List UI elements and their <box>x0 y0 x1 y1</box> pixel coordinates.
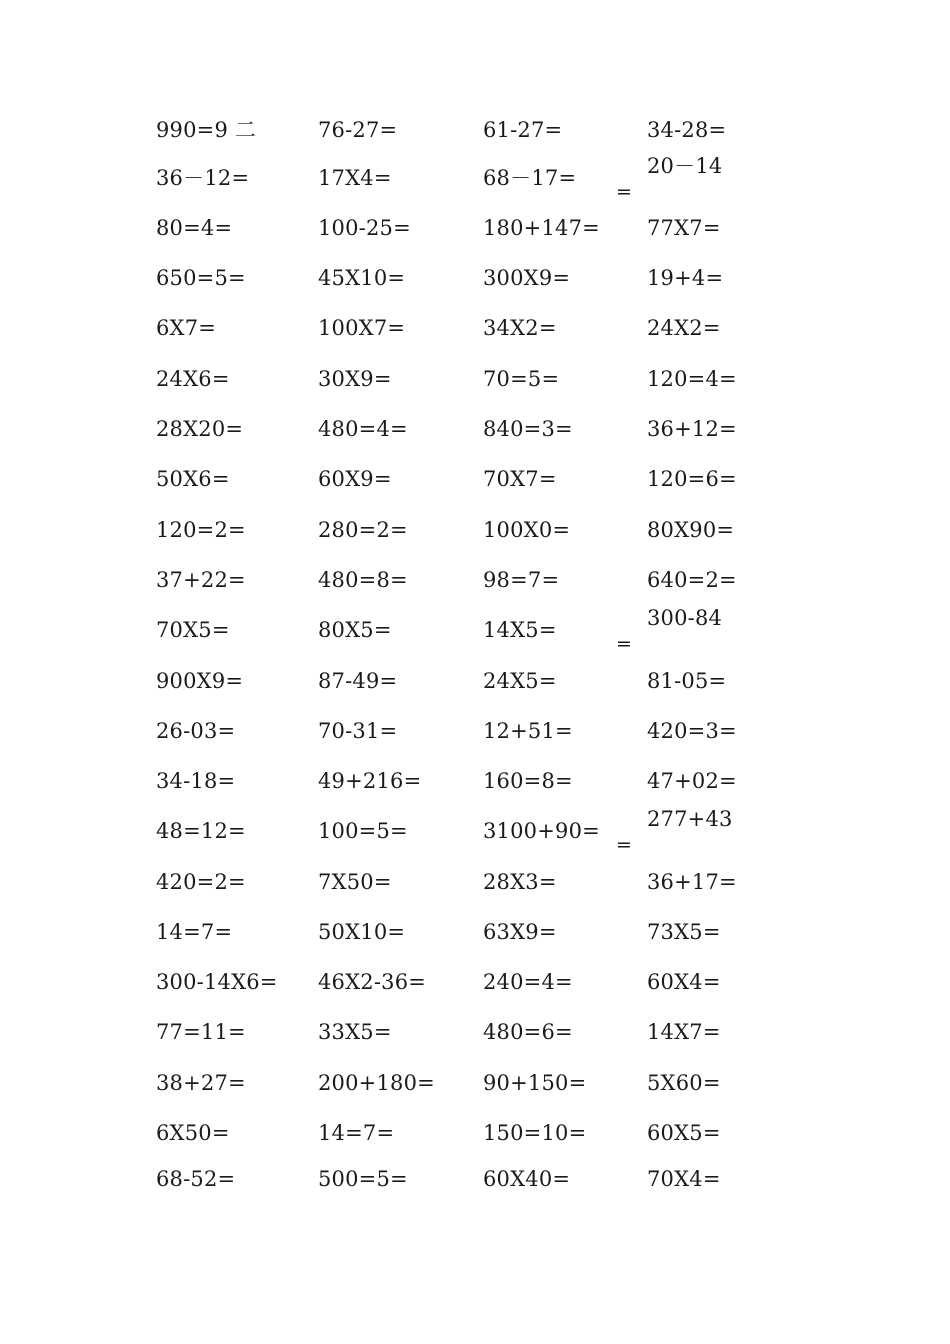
problem-r18-c4: 60X4= <box>647 970 721 994</box>
problem-r9-c1: 120=2= <box>156 518 246 542</box>
wrapped-equals-sign: = <box>616 633 632 655</box>
problem-r10-c1: 37+22= <box>156 568 246 592</box>
problem-r21-c4: 60X5= <box>647 1121 721 1145</box>
problem-r15-c2: 100=5= <box>318 819 408 843</box>
problem-r7-c1: 28X20= <box>156 417 244 441</box>
problem-r10-c2: 480=8= <box>318 568 408 592</box>
problem-r17-c4: 73X5= <box>647 920 721 944</box>
wrapped-equals-sign: = <box>616 834 632 856</box>
problem-r8-c2: 60X9= <box>318 467 392 491</box>
problem-r18-c1: 300-14X6= <box>156 970 278 994</box>
problem-r12-c1: 900X9= <box>156 669 244 693</box>
problem-r14-c4: 47+02= <box>647 769 737 793</box>
problem-r5-c2: 100X7= <box>318 316 406 340</box>
problem-r22-c1: 68-52= <box>156 1167 236 1191</box>
problem-r10-c4: 640=2= <box>647 568 737 592</box>
problem-r16-c2: 7X50= <box>318 870 392 894</box>
problem-r3-c1: 80=4= <box>156 216 233 240</box>
problem-r16-c3: 28X3= <box>483 870 557 894</box>
problem-r1-c4: 34-28= <box>647 118 727 142</box>
problem-r11-c2: 80X5= <box>318 618 392 642</box>
problem-r7-c2: 480=4= <box>318 417 408 441</box>
problem-r20-c2: 200+180= <box>318 1071 435 1095</box>
problem-r21-c3: 150=10= <box>483 1121 587 1145</box>
problem-r16-c4: 36+17= <box>647 870 737 894</box>
problem-r18-c2: 46X2-36= <box>318 970 427 994</box>
problem-r8-c3: 70X7= <box>483 467 557 491</box>
problem-r15-c4: 277+43 <box>647 807 733 831</box>
problem-r9-c2: 280=2= <box>318 518 408 542</box>
problem-r13-c1: 26-03= <box>156 719 236 743</box>
problem-r2-c3: 68－17= <box>483 166 577 190</box>
problem-r3-c4: 77X7= <box>647 216 721 240</box>
problem-r5-c3: 34X2= <box>483 316 557 340</box>
problem-r16-c1: 420=2= <box>156 870 246 894</box>
problem-r20-c4: 5X60= <box>647 1071 721 1095</box>
problem-r17-c2: 50X10= <box>318 920 406 944</box>
problem-r21-c1: 6X50= <box>156 1121 230 1145</box>
problem-r17-c1: 14=7= <box>156 920 233 944</box>
problem-r2-c2: 17X4= <box>318 166 392 190</box>
problem-r12-c4: 81-05= <box>647 669 727 693</box>
problem-r2-c1: 36－12= <box>156 166 250 190</box>
problem-r15-c1: 48=12= <box>156 819 246 843</box>
problem-r8-c4: 120=6= <box>647 467 737 491</box>
problem-r13-c3: 12+51= <box>483 719 573 743</box>
problem-r20-c1: 38+27= <box>156 1071 246 1095</box>
problem-r10-c3: 98=7= <box>483 568 560 592</box>
problem-r19-c1: 77=11= <box>156 1020 246 1044</box>
problem-r13-c4: 420=3= <box>647 719 737 743</box>
problem-r19-c2: 33X5= <box>318 1020 392 1044</box>
wrapped-equals-sign: = <box>616 181 632 203</box>
problem-r5-c1: 6X7= <box>156 316 217 340</box>
problem-r14-c1: 34-18= <box>156 769 236 793</box>
problem-r6-c4: 120=4= <box>647 367 737 391</box>
problem-r21-c2: 14=7= <box>318 1121 395 1145</box>
problem-r9-c4: 80X90= <box>647 518 735 542</box>
problem-r17-c3: 63X9= <box>483 920 557 944</box>
problem-r1-c1: 990=9 二 <box>156 118 257 142</box>
problem-r4-c2: 45X10= <box>318 266 406 290</box>
problem-r2-c4: 20－14 <box>647 154 723 178</box>
problem-r14-c2: 49+216= <box>318 769 422 793</box>
problem-r3-c3: 180+147= <box>483 216 600 240</box>
problem-r11-c3: 14X5= <box>483 618 557 642</box>
problem-r11-c1: 70X5= <box>156 618 230 642</box>
problem-r7-c3: 840=3= <box>483 417 573 441</box>
problem-r12-c2: 87-49= <box>318 669 398 693</box>
problem-r19-c4: 14X7= <box>647 1020 721 1044</box>
problem-r20-c3: 90+150= <box>483 1071 587 1095</box>
problem-r4-c4: 19+4= <box>647 266 724 290</box>
problem-r7-c4: 36+12= <box>647 417 737 441</box>
problem-r8-c1: 50X6= <box>156 467 230 491</box>
problem-r6-c2: 30X9= <box>318 367 392 391</box>
problem-r3-c2: 100-25= <box>318 216 411 240</box>
problem-r6-c1: 24X6= <box>156 367 230 391</box>
problem-r6-c3: 70=5= <box>483 367 560 391</box>
problem-r18-c3: 240=4= <box>483 970 573 994</box>
problem-r22-c2: 500=5= <box>318 1167 408 1191</box>
problem-r9-c3: 100X0= <box>483 518 571 542</box>
problem-r13-c2: 70-31= <box>318 719 398 743</box>
problem-r11-c4: 300-84 <box>647 606 723 630</box>
problem-r12-c3: 24X5= <box>483 669 557 693</box>
problem-r1-c2: 76-27= <box>318 118 398 142</box>
problem-r19-c3: 480=6= <box>483 1020 573 1044</box>
problem-r4-c1: 650=5= <box>156 266 246 290</box>
problem-r15-c3: 3100+90= <box>483 819 600 843</box>
problem-r5-c4: 24X2= <box>647 316 721 340</box>
problem-r22-c4: 70X4= <box>647 1167 721 1191</box>
problem-r14-c3: 160=8= <box>483 769 573 793</box>
problem-r4-c3: 300X9= <box>483 266 571 290</box>
problem-r1-c3: 61-27= <box>483 118 563 142</box>
problem-r22-c3: 60X40= <box>483 1167 571 1191</box>
